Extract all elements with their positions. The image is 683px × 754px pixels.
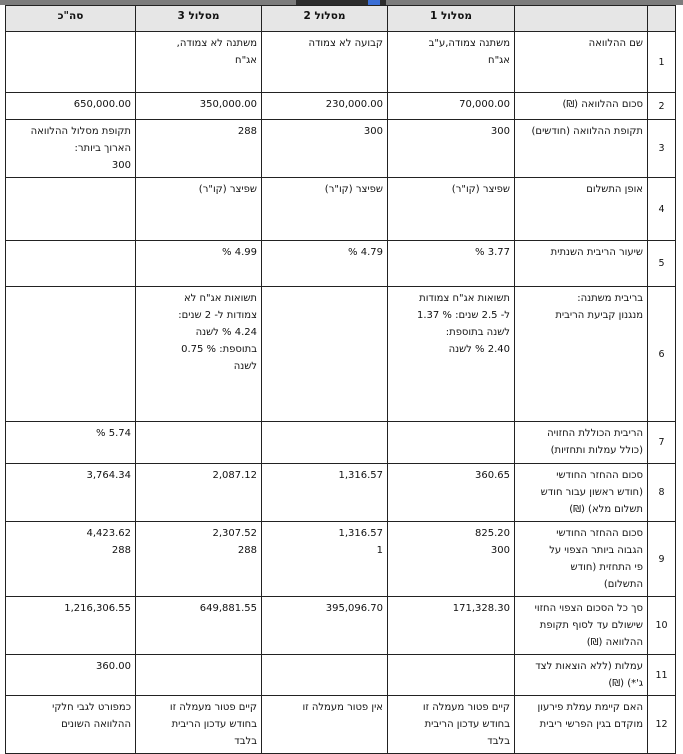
total-value: 4,423.62 288 — [6, 522, 136, 597]
row-label: שיעור הריבית השנתית — [515, 241, 648, 287]
track-3-value: קיים פטור מעמלה זו בחודש עדכון הריבית בלבד — [136, 696, 262, 754]
total-value: כמפורט לגבי חלקי ההלוואה השונים — [6, 696, 136, 754]
table-row — [6, 241, 676, 287]
header-label-cell — [515, 6, 648, 32]
table-row — [6, 178, 676, 241]
track-3-value: תשואות אג"ח לא צמודות ל- 2 שנים: 4.24 % לשנה בתוספת: % 0.75 לשנה — [136, 287, 262, 422]
table-row — [6, 464, 676, 522]
track-3-value: 649,881.55 — [136, 597, 262, 655]
row-label: עמלות (ללא הוצאות לצד ג'*) (₪) — [515, 655, 648, 696]
row-number: 1 — [648, 32, 676, 93]
table-row — [6, 696, 676, 754]
track-3-value — [136, 422, 262, 464]
track-2-value: 4.79 % — [262, 241, 388, 287]
track-3-value: 2,087.12 — [136, 464, 262, 522]
total-value — [6, 241, 136, 287]
total-value: תקופת מסלול ההלוואה הארוך ביותר: 300 — [6, 120, 136, 178]
total-value: 650,000.00 — [6, 93, 136, 120]
table-row — [6, 32, 676, 93]
loan-comparison-table — [5, 5, 676, 754]
track-3-value: 2,307.52 288 — [136, 522, 262, 597]
table-row — [6, 422, 676, 464]
row-label: שם ההלוואה — [515, 32, 648, 93]
row-label: תקופת ההלוואה (חודשים) — [515, 120, 648, 178]
row-number: 6 — [648, 287, 676, 422]
table-row — [6, 93, 676, 120]
track-2-value — [262, 655, 388, 696]
header-track-1: מסלול 1 — [388, 6, 515, 32]
table-row — [6, 120, 676, 178]
track-1-value: תשואות אג"ח צמודות ל- 2.5 שנים: % 1.37 לשנה בתוספת: 2.40 % לשנה — [388, 287, 515, 422]
track-2-value: 395,096.70 — [262, 597, 388, 655]
track-3-value: 288 — [136, 120, 262, 178]
row-number: 3 — [648, 120, 676, 178]
table-row — [6, 287, 676, 422]
track-1-value: 825.20 300 — [388, 522, 515, 597]
total-value: 5.74 % — [6, 422, 136, 464]
total-value: 3,764.34 — [6, 464, 136, 522]
row-number: 2 — [648, 93, 676, 120]
track-1-value: 70,000.00 — [388, 93, 515, 120]
row-number: 5 — [648, 241, 676, 287]
track-2-value: 230,000.00 — [262, 93, 388, 120]
track-2-value: 1,316.57 1 — [262, 522, 388, 597]
table-row — [6, 655, 676, 696]
header-number-cell — [648, 6, 676, 32]
track-1-value: 171,328.30 — [388, 597, 515, 655]
track-3-value: שפיצר (קו"ר) — [136, 178, 262, 241]
row-label: סכום ההחזר החודשי (חודש ראשון עבור חודש תשלום מלא) (₪) — [515, 464, 648, 522]
track-1-value: 300 — [388, 120, 515, 178]
row-number: 9 — [648, 522, 676, 597]
row-label: בריבית משתנה: מנגנון קביעת הריבית — [515, 287, 648, 422]
row-number: 11 — [648, 655, 676, 696]
row-label: סך כל הסכום הצפוי החזוי שישולם עד לסוף תקופת ההלוואה (₪) — [515, 597, 648, 655]
track-3-value: משתנה לא צמודה, אג"ח — [136, 32, 262, 93]
track-1-value — [388, 655, 515, 696]
row-label: הריבית הכוללת החזויה (כולל עמלות ותחזיות) — [515, 422, 648, 464]
total-value — [6, 287, 136, 422]
header-track-3: מסלול 3 — [136, 6, 262, 32]
track-2-value: שפיצר (קו"ר) — [262, 178, 388, 241]
track-1-value: משתנה צמודה,ע"ב אג"ח — [388, 32, 515, 93]
row-label: סכום ההחזר החודשי הגבוה ביותר הצפוי על פי התחזית (חודש התשלום) — [515, 522, 648, 597]
row-number: 8 — [648, 464, 676, 522]
row-number: 4 — [648, 178, 676, 241]
header-track-2: מסלול 2 — [262, 6, 388, 32]
table-row — [6, 597, 676, 655]
track-2-value: 1,316.57 — [262, 464, 388, 522]
total-value — [6, 32, 136, 93]
row-label: האם קיימת עמלת פירעון מוקדם בגין הפרשי ריבית — [515, 696, 648, 754]
track-2-value — [262, 422, 388, 464]
track-3-value — [136, 655, 262, 696]
row-number: 10 — [648, 597, 676, 655]
track-2-value: קבועה לא צמודה — [262, 32, 388, 93]
track-2-value: 300 — [262, 120, 388, 178]
table-row — [6, 522, 676, 597]
track-3-value: 350,000.00 — [136, 93, 262, 120]
total-value: 1,216,306.55 — [6, 597, 136, 655]
track-3-value: 4.99 % — [136, 241, 262, 287]
track-1-value: 3.77 % — [388, 241, 515, 287]
track-2-value: אין פטור מעמלה זו — [262, 696, 388, 754]
row-number: 7 — [648, 422, 676, 464]
row-label: אופן התשלום — [515, 178, 648, 241]
track-1-value: שפיצר (קו"ר) — [388, 178, 515, 241]
header-total: סה"כ — [6, 6, 136, 32]
total-value — [6, 178, 136, 241]
track-1-value — [388, 422, 515, 464]
track-2-value — [262, 287, 388, 422]
row-number: 12 — [648, 696, 676, 754]
row-label: סכום ההלוואה (₪) — [515, 93, 648, 120]
total-value: 360.00 — [6, 655, 136, 696]
track-1-value: קיים פטור מעמלה זו בחודש עדכון הריבית בלבד — [388, 696, 515, 754]
track-1-value: 360.65 — [388, 464, 515, 522]
header-row — [6, 6, 676, 32]
